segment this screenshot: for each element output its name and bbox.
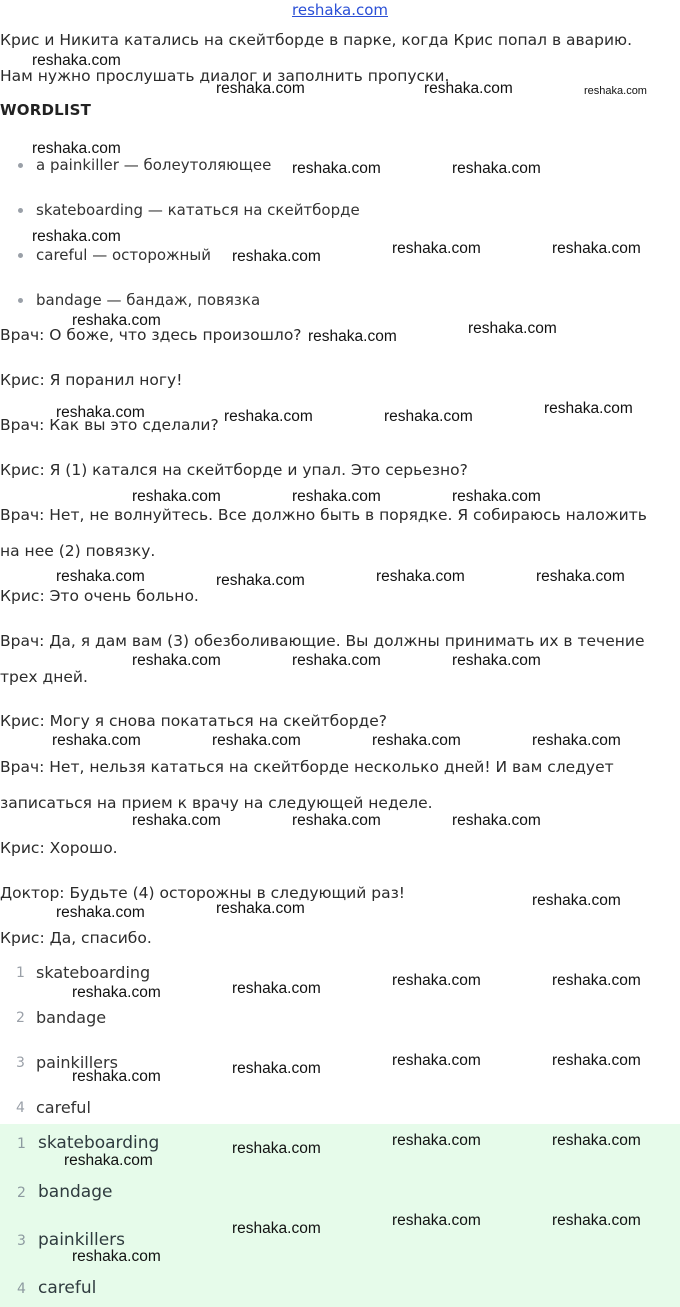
wordlist-item: skateboarding — кататься на скейтборде	[36, 201, 360, 219]
dialog-line: Крис: Могу я снова покататься на скейтборде?	[0, 712, 388, 730]
watermark: reshaka.com	[72, 1248, 161, 1265]
dialog-line: Крис: Я (1) катался на скейтборде и упал. Это серьезно?	[0, 461, 468, 479]
answer-text: painkillers	[36, 1053, 118, 1072]
watermark: reshaka.com	[56, 568, 145, 585]
bullet-icon	[18, 208, 23, 213]
watermark: reshaka.com	[232, 980, 321, 997]
wordlist-title: WORDLIST	[0, 101, 92, 119]
dialog-line: Крис: Это очень больно.	[0, 587, 199, 605]
answer-number: 1	[16, 965, 25, 981]
watermark: reshaka.com	[72, 984, 161, 1001]
dialog-line: Крис: Да, спасибо.	[0, 929, 152, 947]
bullet-icon	[18, 163, 23, 168]
watermark: reshaka.com	[52, 732, 141, 749]
answer-text: careful	[36, 1098, 91, 1117]
dialog-line: Врач: Да, я дам вам (3) обезболивающие. Вы должны принимать их в течение	[0, 632, 645, 650]
watermark: reshaka.com	[532, 892, 621, 909]
answer-number: 3	[17, 1233, 26, 1249]
watermark: reshaka.com	[224, 408, 313, 425]
watermark: reshaka.com	[212, 732, 301, 749]
watermark: reshaka.com	[64, 1152, 153, 1169]
wordlist-item: careful — осторожный	[36, 246, 211, 264]
watermark: reshaka.com	[232, 248, 321, 265]
watermark: reshaka.com	[292, 160, 381, 177]
dialog-line: Врач: Как вы это сделали?	[0, 416, 219, 434]
watermark: reshaka.com	[132, 652, 221, 669]
watermark: reshaka.com	[392, 1052, 481, 1069]
watermark: reshaka.com	[552, 1212, 641, 1229]
watermark: reshaka.com	[532, 732, 621, 749]
watermark: reshaka.com	[72, 312, 161, 329]
watermark: reshaka.com	[552, 972, 641, 989]
watermark: reshaka.com	[424, 80, 513, 97]
watermark: reshaka.com	[216, 572, 305, 589]
watermark: reshaka.com	[216, 80, 305, 97]
answer-number: 2	[17, 1185, 26, 1201]
watermark: reshaka.com	[132, 812, 221, 829]
dialog-line: Доктор: Будьте (4) осторожны в следующий раз!	[0, 884, 406, 902]
dialog-line: на нее (2) повязку.	[0, 542, 156, 560]
watermark: reshaka.com	[56, 904, 145, 921]
watermark: reshaka.com	[552, 1132, 641, 1149]
intro-line-1: Крис и Никита катались на скейтборде в парке, когда Крис попал в аварию.	[0, 31, 633, 49]
answer-number: 4	[17, 1281, 26, 1297]
watermark: reshaka.com	[216, 900, 305, 917]
bullet-icon	[18, 298, 23, 303]
answer-text-highlighted: painkillers	[38, 1230, 126, 1250]
watermark: reshaka.com	[452, 812, 541, 829]
answer-number: 1	[17, 1136, 26, 1152]
watermark: reshaka.com	[552, 240, 641, 257]
watermark: reshaka.com	[232, 1060, 321, 1077]
answer-number: 4	[16, 1100, 25, 1116]
intro-line-2: Нам нужно прослушать диалог и заполнить пропуски.	[0, 67, 450, 85]
answer-text-highlighted: careful	[38, 1278, 97, 1298]
watermark: reshaka.com	[56, 404, 145, 421]
watermark: reshaka.com	[32, 140, 121, 157]
watermark: reshaka.com	[32, 52, 121, 69]
answer-number: 2	[16, 1010, 25, 1026]
answer-text-highlighted: skateboarding	[38, 1133, 160, 1153]
watermark: reshaka.com	[376, 568, 465, 585]
watermark: reshaka.com	[232, 1140, 321, 1157]
watermark: reshaka.com	[452, 160, 541, 177]
dialog-line: Врач: О боже, что здесь произошло?	[0, 326, 302, 344]
watermark: reshaka.com	[584, 85, 647, 97]
dialog-line: Врач: Нет, нельзя кататься на скейтборде несколько дней! И вам следует	[0, 758, 614, 776]
dialog-line: записаться на прием к врачу на следующей неделе.	[0, 794, 433, 812]
watermark: reshaka.com	[308, 328, 397, 345]
watermark: reshaka.com	[452, 652, 541, 669]
watermark: reshaka.com	[292, 488, 381, 505]
watermark: reshaka.com	[72, 1068, 161, 1085]
watermark: reshaka.com	[552, 1052, 641, 1069]
wordlist-item: bandage — бандаж, повязка	[36, 291, 260, 309]
watermark: reshaka.com	[392, 972, 481, 989]
bullet-icon	[18, 253, 23, 258]
watermark: reshaka.com	[468, 320, 557, 337]
dialog-line: Врач: Нет, не волнуйтесь. Все должно быть в порядке. Я собираюсь наложить	[0, 506, 647, 524]
watermark: reshaka.com	[32, 228, 121, 245]
watermark: reshaka.com	[536, 568, 625, 585]
watermark: reshaka.com	[392, 1132, 481, 1149]
site-header-link[interactable]: reshaka.com	[292, 1, 388, 19]
dialog-line: Крис: Я поранил ногу!	[0, 371, 183, 389]
dialog-line: Крис: Хорошо.	[0, 839, 118, 857]
answer-text: skateboarding	[36, 963, 151, 982]
watermark: reshaka.com	[392, 240, 481, 257]
watermark: reshaka.com	[372, 732, 461, 749]
watermark: reshaka.com	[232, 1220, 321, 1237]
watermark: reshaka.com	[292, 652, 381, 669]
watermark: reshaka.com	[392, 1212, 481, 1229]
answer-text-highlighted: bandage	[38, 1182, 113, 1202]
answer-text: bandage	[36, 1008, 107, 1027]
watermark: reshaka.com	[292, 812, 381, 829]
watermark: reshaka.com	[132, 488, 221, 505]
dialog-line: трех дней.	[0, 668, 88, 686]
watermark: reshaka.com	[452, 488, 541, 505]
watermark: reshaka.com	[384, 408, 473, 425]
wordlist-item: a painkiller — болеутоляющее	[36, 156, 271, 174]
watermark: reshaka.com	[544, 400, 633, 417]
answer-number: 3	[16, 1055, 25, 1071]
